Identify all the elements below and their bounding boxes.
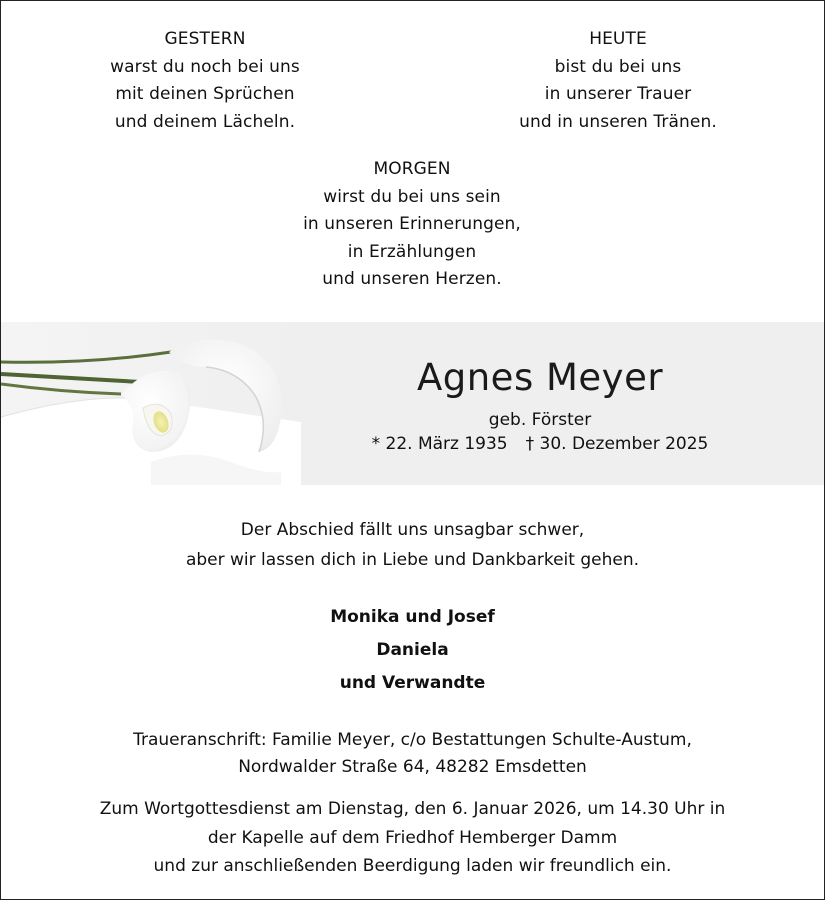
name-band xyxy=(1,322,824,485)
poem-line: wirst du bei uns sein xyxy=(323,186,501,207)
deceased-name: Agnes Meyer xyxy=(416,356,664,399)
poem-line: mit deinen Sprüchen xyxy=(115,84,295,104)
poem-yesterday xyxy=(70,26,340,136)
poem-line: HEUTE xyxy=(589,29,647,49)
mourner: Daniela xyxy=(376,640,449,660)
address-line: Nordwalder Straße 64, 48282 Emsdetten xyxy=(238,757,587,777)
poem-line: in Erzählungen xyxy=(347,241,477,262)
farewell-text xyxy=(60,515,765,575)
poem-line: MORGEN xyxy=(373,159,451,179)
death-date: † 30. Dezember 2025 xyxy=(525,434,709,454)
service-info xyxy=(30,795,795,881)
mourner: Monika und Josef xyxy=(330,607,495,627)
mourner: und Verwandte xyxy=(339,673,486,693)
poem-today xyxy=(482,26,754,136)
poem-tomorrow xyxy=(262,156,562,294)
poem-line: und in unseren Tränen. xyxy=(519,111,717,132)
poem-line: und deinem Lächeln. xyxy=(114,111,296,132)
address-line: Traueranschrift: Familie Meyer, c/o Bestattungen Schulte-Austum, xyxy=(133,730,692,750)
calla-lily-image xyxy=(1,322,301,485)
birth-date: * 22. März 1935 xyxy=(371,434,508,454)
mourning-address xyxy=(40,727,785,781)
mourners-list xyxy=(60,601,765,700)
poem-line: in unserer Trauer xyxy=(544,84,692,104)
service-line: Zum Wortgottesdienst am Dienstag, den 6. Januar 2026, um 14.30 Uhr in xyxy=(99,799,726,819)
birth-name: geb. Förster xyxy=(488,410,592,430)
service-line: und zur anschließenden Beerdigung laden wir freundlich ein. xyxy=(153,856,672,876)
farewell-line: aber wir lassen dich in Liebe und Dankbarkeit gehen. xyxy=(185,550,640,570)
poem-line: GESTERN xyxy=(164,29,246,49)
farewell-line: Der Abschied fällt uns unsagbar schwer, xyxy=(240,520,585,540)
poem-line: bist du bei uns xyxy=(554,56,682,77)
poem-line: und unseren Herzen. xyxy=(322,269,502,289)
poem-line: warst du noch bei uns xyxy=(110,56,300,77)
service-line: der Kapelle auf dem Friedhof Hemberger Damm xyxy=(207,827,618,848)
life-dates xyxy=(320,434,760,454)
poem-line: in unseren Erinnerungen, xyxy=(303,214,521,234)
